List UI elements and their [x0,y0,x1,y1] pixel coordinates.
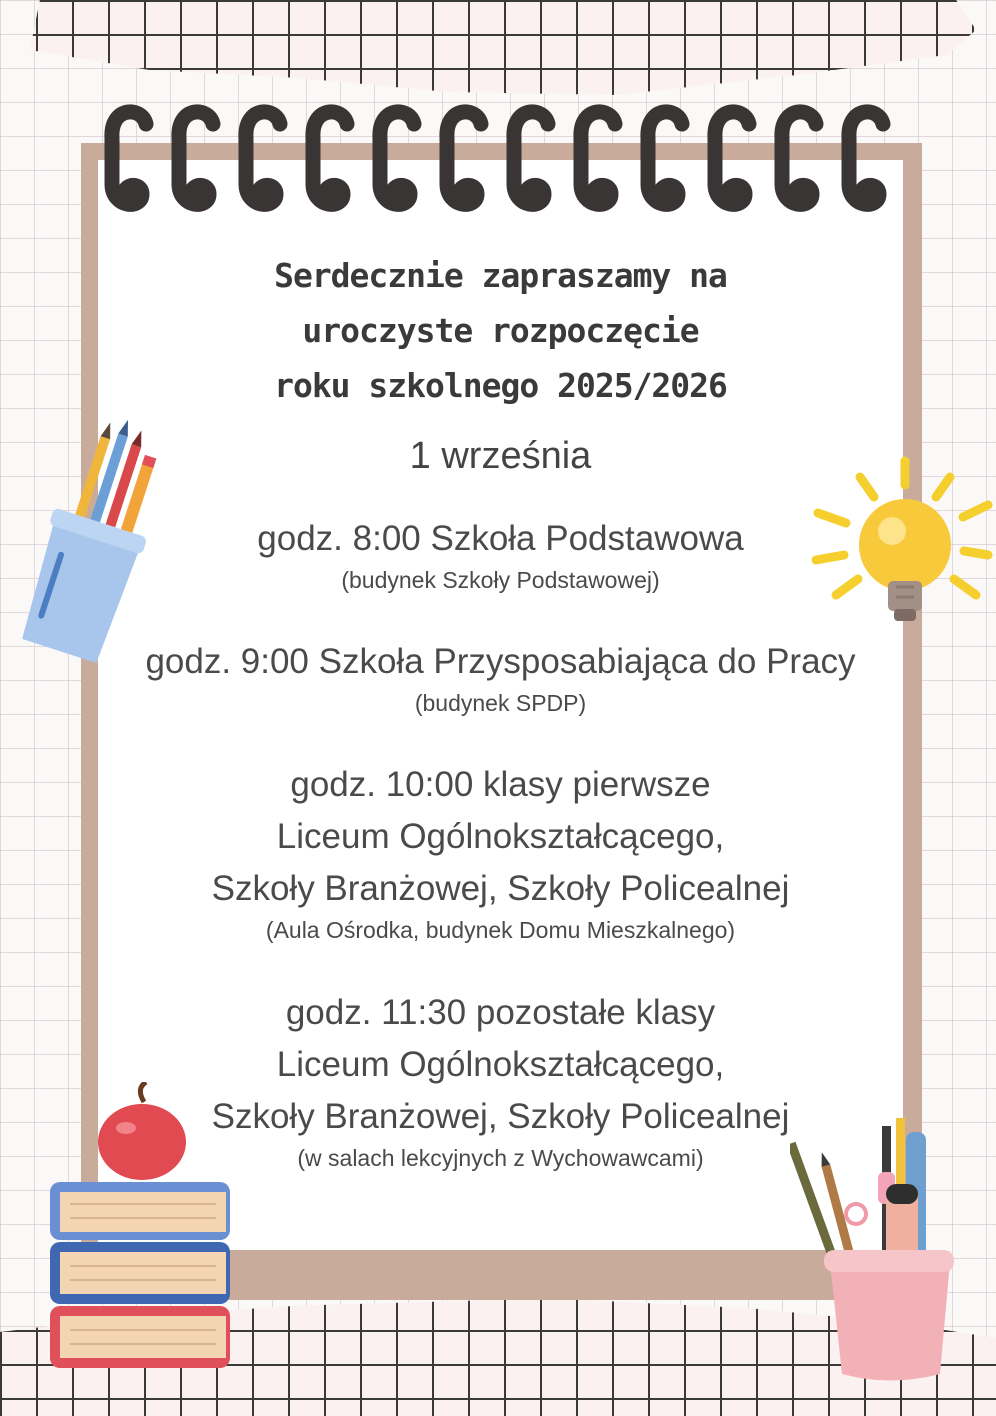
ring-hole [186,187,208,209]
event-time-line: godz. 9:00 Szkoła Przysposabiająca do Pracy [145,642,856,681]
event-detail-line: Liceum Ogólnokształcącego, [276,817,725,856]
event-date: 1 września [409,435,592,477]
event-block-2 [98,636,903,718]
ring-hole [655,187,677,209]
light-bulb-icon [808,455,993,630]
ring-hole [253,187,275,209]
event-location: (budynek Szkoły Podstawowej) [341,567,660,593]
event-location: (Aula Ośrodka, budynek Domu Mieszkalnego) [265,917,736,943]
event-location: (budynek SPDP) [414,690,587,716]
event-location: (w salach lekcyjnych z Wychowawcami) [297,1145,704,1171]
spiral-rings [96,98,896,222]
event-block-1 [98,513,903,595]
event-time-line: godz. 8:00 Szkoła Podstawowa [257,519,744,558]
ring-hole [722,187,744,209]
event-detail-line: Szkoły Branżowej, Szkoły Policealnej [211,1097,790,1136]
event-time-line: godz. 10:00 klasy pierwsze [290,765,711,804]
books-apple-icon [46,1082,242,1372]
ring-hole [588,187,610,209]
event-block-3 [98,759,903,945]
event-detail-line: Liceum Ogólnokształcącego, [276,1045,725,1084]
ring-hole [521,187,543,209]
ring-hole [320,187,342,209]
invitation-headline [98,248,903,413]
ring-hole [454,187,476,209]
pen-cup-icon [790,1112,965,1387]
torn-paper-top [0,0,996,100]
ring-hole [119,187,141,209]
pencil-cup-icon [10,420,170,665]
ring-hole [387,187,409,209]
ring-hole [789,187,811,209]
headline-line-1: Serdecznie zapraszamy na [274,256,727,295]
ring-hole [856,187,878,209]
headline-line-3: roku szkolnego 2025/2026 [274,366,727,405]
headline-line-2: uroczyste rozpoczęcie [302,311,699,350]
event-detail-line: Szkoły Branżowej, Szkoły Policealnej [211,869,790,908]
event-time-line: godz. 11:30 pozostałe klasy [285,993,716,1032]
